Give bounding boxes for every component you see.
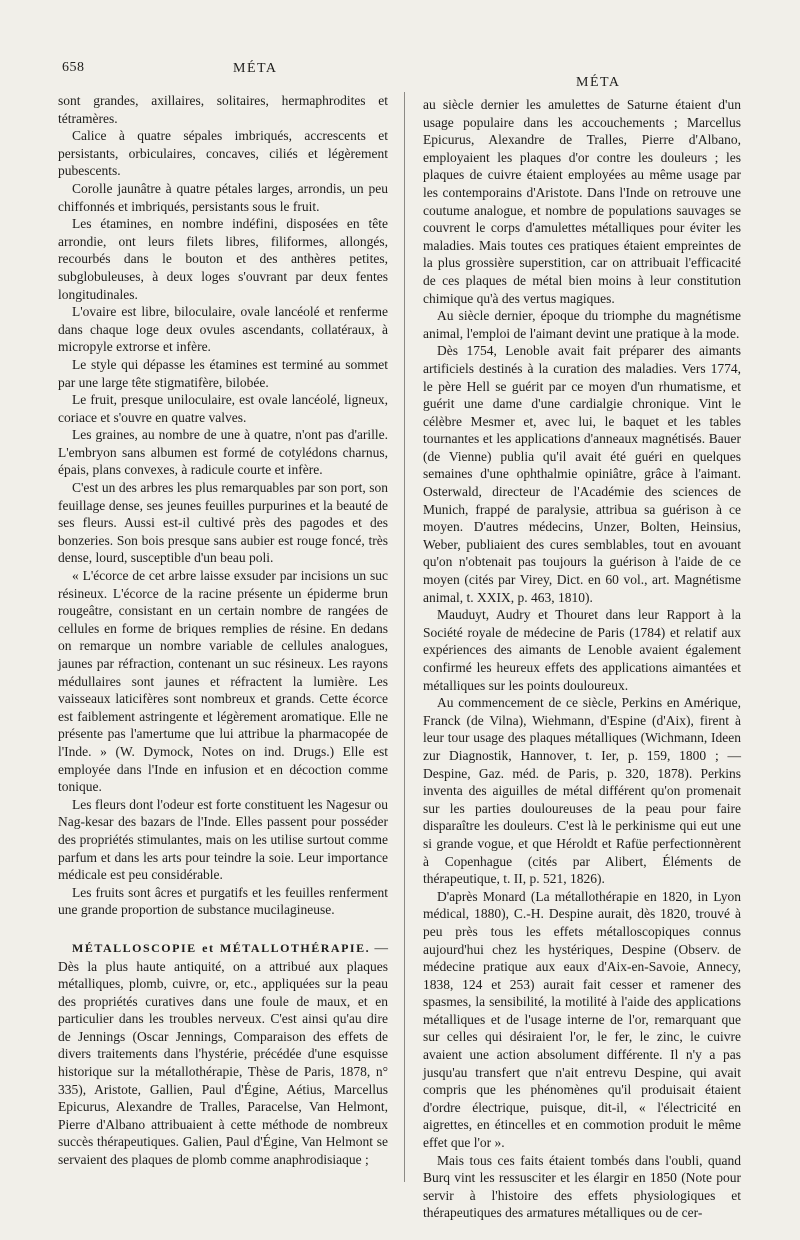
section-text: — Dès la plus haute antiquité, on a attribué aux plaques métalliques, plomb, cuivre, or, etc., appliquées sur la peau des propriétés curatives dans une foule de maux, et en particulier dans les troubles nerveux. C'est ainsi qu'au dire de Jennings (Oscar Jennings, Comparaison des effets de divers traitements dans l'hystérie, précédée d'une esquisse historique sur la métallothérapie, Thèse de Paris, 1878, n° 335), Aristote, Gallien, Paul d'Égine, Aétius, Marcellus Epicurus, Alexandre de Tralles, Paracelse, Van Helmont, Pierre d'Albano attribuaient à cette méthode de nombreux succès thérapeutiques. Galien, Paul d'Égine, Van Helmont se servaient des plaques de plomb comme anaphrodisiaque ; (58, 939, 388, 1168)
page-number: 658 (62, 60, 85, 75)
right-column (423, 96, 741, 1222)
paragraph: Mauduyt, Audry et Thouret dans leur Rapport à la Société royale de médecine de Paris (1784) et relatif aux expériences des aimants de Lenoble avaient également confirmé les heureux effets des applications aimantées et métalliques sur les points douloureux. (423, 607, 741, 693)
running-head-right: MÉTA (576, 75, 621, 90)
column-divider (404, 92, 405, 1182)
running-head-left: MÉTA (233, 61, 278, 76)
paragraph: L'ovaire est libre, biloculaire, ovale lancéolé et renferme dans chaque loge deux ovules ascendants, collatéraux, à micropyle extrorse et infère. (58, 304, 388, 355)
paragraph: Calice à quatre sépales imbriqués, accrescents et persistants, orbiculaires, concaves, ciliés et légèrement pubescents. (58, 128, 388, 179)
paragraph: « L'écorce de cet arbre laisse exsuder par incisions un suc résineux. L'écorce de la racine présente un épiderme brun rougeâtre, consistant en un certain nombre de rangées de cellules en forme de briques remplies de résine. En dedans on remarque un nombre variable de cellules analogues, jaunes par réfraction, contenant un suc résineux. Les rayons médullaires sont jaunes et réfractent la lumière. Les vaisseaux laticifères sont nombreux et grands. Cette écorce est faiblement astringente et légèrement aromatique. Elle ne présente pas l'amertume que lui attribue la pharmacopée de l'Inde. » (W. Dymock, Notes on ind. Drugs.) Elle est employée dans l'Inde en infusion et en décoction comme tonique. (58, 568, 388, 795)
left-column (58, 92, 388, 1169)
paragraph: Le style qui dépasse les étamines est terminé au sommet par une large tête stigmatifère, bilobée. (58, 356, 388, 390)
paragraph: Les graines, au nombre de une à quatre, n'ont pas d'arille. L'embryon sans albumen est formé de cotylédons charnus, épais, plans convexes, à radicule courte et infère. (58, 427, 388, 478)
paragraph: Les étamines, en nombre indéfini, disposées en tête arrondie, ont leurs filets libres, filiformes, allongés, recourbés dans le bouton et des anthères petites, subglobuleuses, à deux loges s'ouvrant par deux fentes longitudinales. (58, 216, 388, 302)
paragraph: Corolle jaunâtre à quatre pétales larges, arrondis, un peu chiffonnés et imbriqués, persistants sous le fruit. (58, 180, 388, 214)
paragraph: Les fleurs dont l'odeur est forte constituent les Nagesur ou Nag-kesar des bazars de l'Inde. Elles passent pour posséder des propriétés stimulantes, mais on les utilise surtout comme parfum et dans les arts pour teindre la soie. Leur importance médicale est peu considérable. (58, 796, 388, 883)
paragraph: Au siècle dernier, époque du triomphe du magnétisme animal, l'emploi de l'aimant devint une pratique à la mode. (423, 308, 741, 341)
paragraph: au siècle dernier les amulettes de Saturne étaient d'un usage populaire dans les accouchements ; Marcellus Epicurus, Alexandre de Tralles, Pierre d'Albano, employaient les plaques d'or contre les douleurs ; les plaques de cuivre étaient employées au même usage par les contemporains d'Aristote. Dans l'Inde on retrouve une coutume analogue, et nombre de populations sauvages se couvrent le corps d'amulettes métalliques pour éviter les maladies. Mais toutes ces pratiques étaient empreintes de la plus grossière superstition, car on attribuait l'efficacité de ces plaques de métal bien moins à leur constitution chimique qu'à des vertus magiques. (423, 97, 741, 306)
paragraph: Les fruits sont âcres et purgatifs et les feuilles renferment une grande proportion de substance mucilagineuse. (58, 884, 388, 918)
paragraph: Dès 1754, Lenoble avait fait préparer des aimants artificiels destinés à la curation des maladies. Vers 1774, le père Hell se guérit par ce moyen d'un rhumatisme, et guérit une dame d'une cardialgie chronique. Vint le célèbre Mesmer et, avec lui, le baquet et les tables tournantes et les applications d'anneaux magnétisés. Bauer (de Vienne) publia qu'il avait été guéri en quelques semaines d'une ophthalmie opiniâtre, grâce à l'aimant. Osterwald, directeur de l'Académie des sciences de Munich, frappé de paralysie, attribua sa guérison à ce moyen. D'autres médecins, Unzer, Bolten, Heinsius, Weber, publiaient des cures semblables, tout en avouant qu'on n'obtenait pas toujours la guérison à l'aide de ce moyen (cités par Virey, Dict. en 60 vol., art. Magnétisme animal, t. XXIX, p. 463, 1810). (423, 343, 741, 605)
paragraph: C'est un des arbres les plus remarquables par son port, son feuillage dense, ses jeunes feuilles purpurines et la beauté de ses fleurs. Aussi est-il cultivé près des pagodes et des bonzeries. Son bois presque sans aubier est rouge foncé, très dense, lourd, susceptible d'un beau poli. (58, 480, 388, 566)
section-heading: MÉTALLOSCOPIE et MÉTALLOTHÉRAPIE. (72, 940, 371, 955)
paragraph: Le fruit, presque uniloculaire, est ovale lancéolé, ligneux, coriace et s'ouvre en quatre valves. (58, 392, 388, 425)
section-entry (58, 939, 388, 1169)
paragraph: sont grandes, axillaires, solitaires, hermaphrodites et tétramères. (58, 93, 388, 126)
paragraph: Mais tous ces faits étaient tombés dans l'oubli, quand Burq vint les ressusciter et les élargir en 1850 (Note pour servir à l'histoire des effets physiologiques et thérapeutiques des armatures métalliques ou de cer- (423, 1152, 741, 1221)
paragraph: Au commencement de ce siècle, Perkins en Amérique, Franck (de Vilna), Wiehmann, d'Espine (d'Aix), firent à leur tour usage des plaques métalliques (Wichmann, Ideen zur Diagnostik, Hannover, t. Ier, p. 159, 1800 ; — Despine, Gaz. méd. de Paris, p. 320, 1878). Perkins inventa des aiguilles de métal différent qu'on promenait sur les parties douloureuses de la peau pour faire disparaître les douleurs. C'est là le perkinisme qui eut une si grande vogue, et que Héroldt et Rafüe perfectionnèrent à Copenhague (cités par Alibert, Éléments de thérapeutique, t. II, p. 521, 1826). (423, 695, 741, 887)
paragraph: D'après Monard (La métallothérapie en 1820, in Lyon médical, 1880), C.-H. Despine aurait, dès 1820, trouvé à peu près tous les effets métalloscopiques connus aujourd'hui chez les hystériques, Despine (Observ. de médecine pratique aux eaux d'Aix-en-Savoie, Annecy, 1838, 124 et 253) aurait fait cesser et ramener des spasmes, la sensibilité, la motilité à l'aide des applications métalliques et de l'usage interne de l'or, remarquant que sur celles qui désiraient l'or, le fer, le zinc, le cuivre avaient une action absolument différente. Il n'y a pas jusqu'au transfert que n'ait entrevu Despine, qui avait compris que les phénomènes qu'il produisait étaient d'ordre électrique, puisque, dit-il, « l'électricité en aigrettes, en étincelles et en commotion produit le même effet que l'or ». (423, 888, 741, 1151)
